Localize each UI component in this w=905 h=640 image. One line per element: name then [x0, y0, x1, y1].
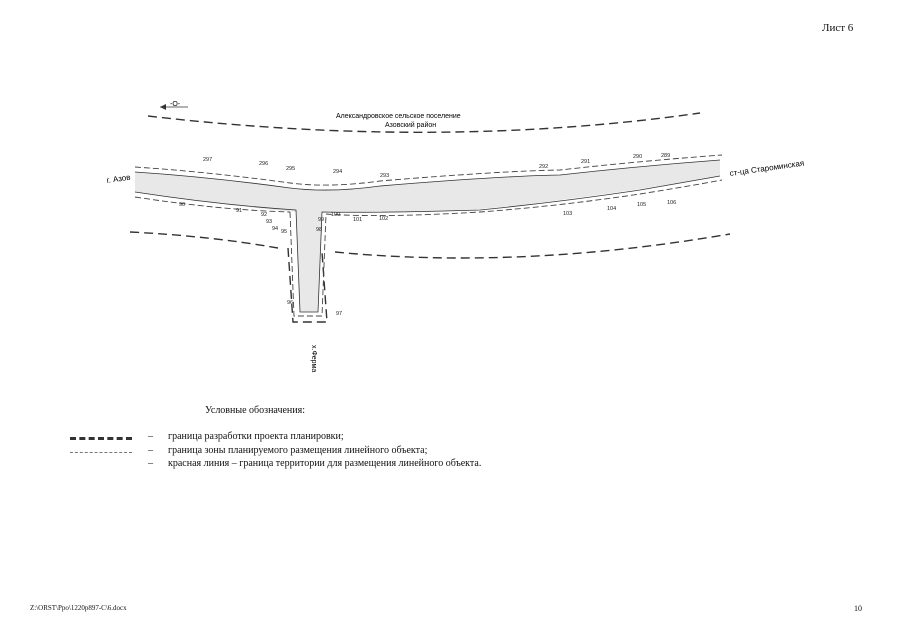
planning-boundary-bottom [130, 232, 730, 258]
point-label: 106 [667, 200, 677, 206]
point-label: 294 [333, 169, 343, 175]
district-label: Азовский район [385, 122, 437, 129]
point-label: 291 [581, 159, 591, 165]
legend-item [70, 432, 590, 445]
legend-text: красная линия – граница территории для размещения линейного объекта. [168, 458, 482, 469]
point-label: 104 [607, 206, 617, 212]
point-label: 100 [331, 212, 341, 218]
legend-line-thick-dashed [70, 437, 132, 440]
point-label: 102 [379, 216, 389, 222]
legend-text: граница зоны планируемого размещения линейного объекта; [168, 445, 428, 456]
legend-title: Условные обозначения: [205, 405, 306, 416]
village-label: ст-ца Староминская [729, 158, 805, 178]
city-label: г. Азов [106, 172, 132, 185]
north-arrow-label: -O- [170, 101, 181, 108]
point-label: 293 [380, 173, 390, 179]
legend-line-thin-dashed [70, 452, 132, 453]
legend-dash: – [148, 445, 153, 456]
point-label: 103 [563, 211, 573, 217]
point-label: 95 [281, 229, 288, 235]
legend-item [70, 459, 590, 472]
settlement-label: Александровское сельское поселение [336, 113, 461, 120]
point-label: 96 [287, 300, 294, 306]
legend-text: граница разработки проекта планировки; [168, 431, 344, 442]
point-label: 296 [259, 161, 269, 167]
point-label: 289 [661, 153, 671, 159]
point-label: 295 [286, 166, 296, 172]
point-label: 297 [203, 157, 213, 163]
road-area [135, 160, 720, 312]
point-label: 98 [316, 227, 323, 233]
point-label: 292 [539, 164, 549, 170]
point-label: 91 [236, 208, 243, 214]
legend-dash: – [148, 458, 153, 469]
page-number: 10 [854, 604, 862, 613]
point-label: 93 [266, 219, 273, 225]
branch-label: х.Ферма [310, 345, 317, 373]
legend-dash: – [148, 431, 153, 442]
point-label: 290 [633, 154, 643, 160]
point-label: 101 [353, 217, 363, 223]
sheet-label: Лист 6 [822, 22, 854, 34]
point-label: 99 [318, 217, 325, 223]
point-label: 90 [179, 202, 186, 208]
point-label: 92 [261, 212, 268, 218]
point-label: 97 [336, 311, 343, 317]
point-label: 105 [637, 202, 647, 208]
point-label: 94 [272, 226, 279, 232]
file-path: Z:\ORST\Ppo\1220p897-C\6.docx [30, 604, 127, 612]
